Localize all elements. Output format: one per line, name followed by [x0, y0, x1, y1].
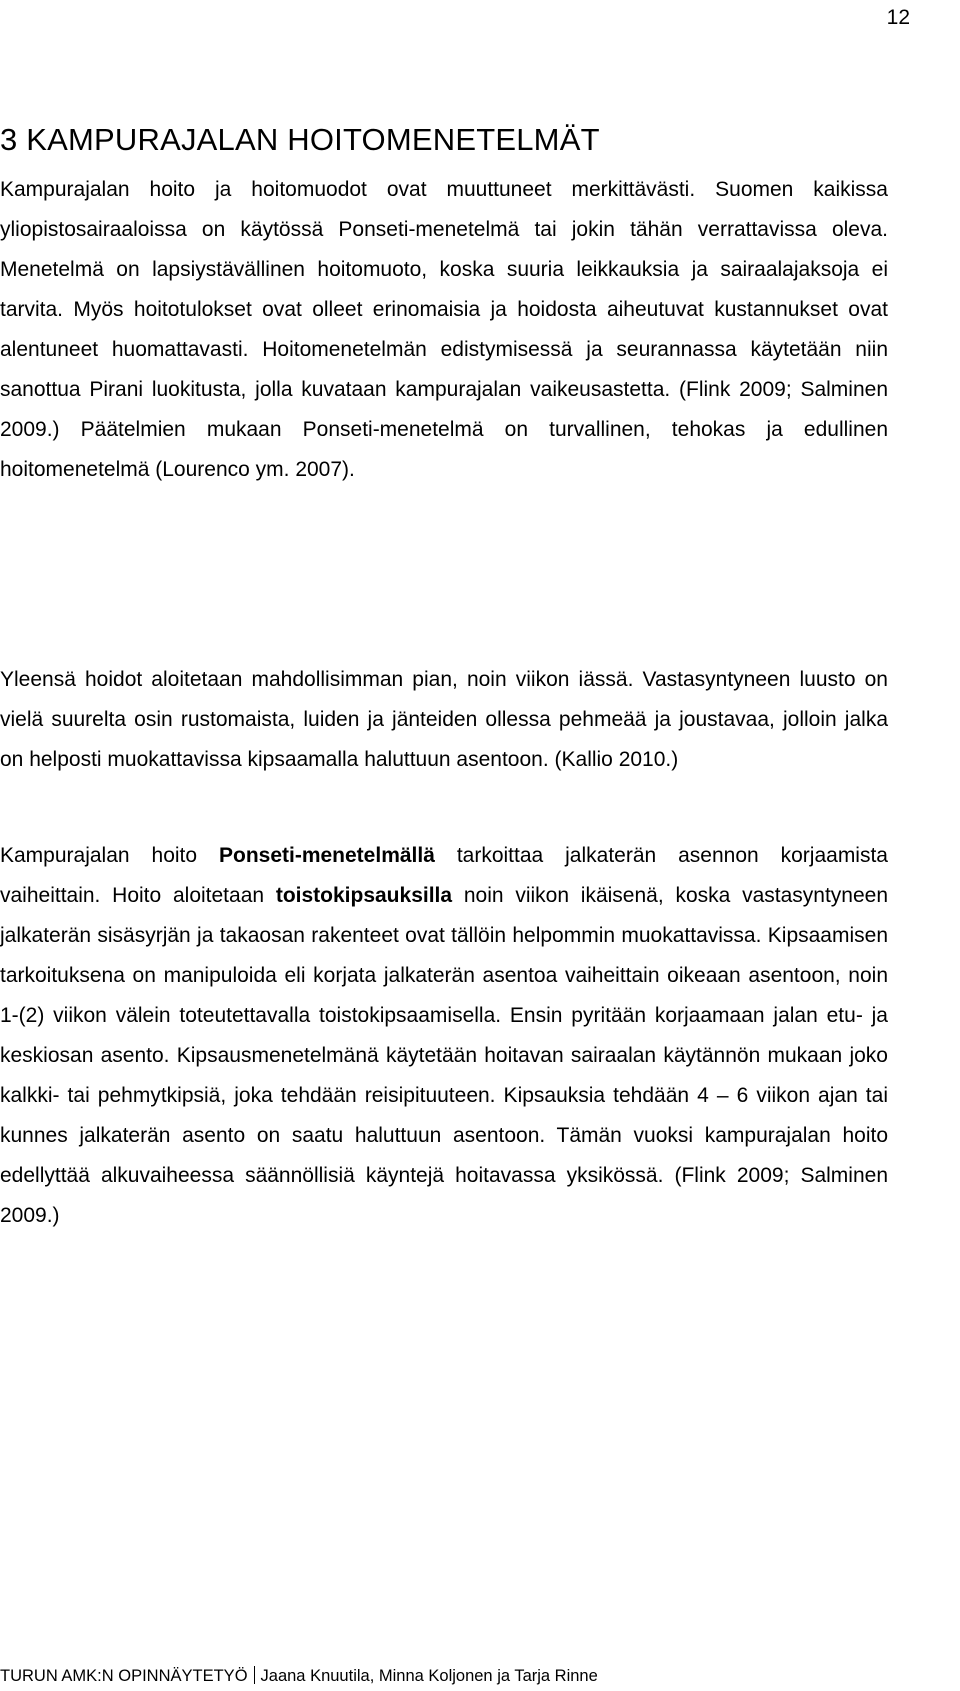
paragraph-3	[0, 836, 888, 1236]
page-number: 12	[886, 6, 910, 29]
paragraph-2-text: Yleensä hoidot aloitetaan mahdollisimman pian, noin viikon iässä. Vastasyntyneen luusto on vielä suurelta osin rustomaista, luiden ja jänteiden ollessa pehmeää ja joustavaa, jolloin jalka on helposti muokattavissa kipsaamalla haluttuun asentoon. (Kallio 2010.)	[0, 668, 888, 771]
chapter-title: 3 KAMPURAJALAN HOITOMENETELMÄT	[0, 122, 600, 157]
paragraph-1	[0, 170, 888, 490]
paragraph-3-bold-toistokipsauksilla: toistokipsauksilla	[275, 884, 453, 907]
paragraph-3-text-part2: tarkoittaa jalkaterän asennon korjaamista vaiheittain. Hoito aloitetaan	[0, 844, 888, 907]
footer-separator	[254, 1666, 255, 1684]
footer-institution: TURUN AMK:N OPINNÄYTETYÖ	[0, 1667, 248, 1685]
page-footer	[0, 1666, 598, 1686]
footer-authors: Jaana Knuutila, Minna Koljonen ja Tarja Rinne	[260, 1667, 598, 1685]
paragraph-3-bold-ponseti: Ponseti-menetelmällä	[218, 844, 435, 867]
paragraph-3-text-part3: noin viikon ikäisenä, koska vastasyntyneen jalkaterän sisäsyrjän ja takaosan rakenteet ovat tällöin helpommin muokattavissa. Kipsaamisen tarkoituksena on manipuloida eli korjata jalkaterän asentoa vaiheittain oikeaan asentoon, noin 1-(2) viikon välein toteutettavalla toistokipsaamisella. Ensin pyritään korjaamaan jalan etu- ja keskiosan asento. Kipsausmenetelmänä käytetään hoitavan sairaalan käytännön mukaan joko kalkki- tai pehmytkipsiä, joka tehdään reisipituuteen. Kipsauksia tehdään 4 – 6 viikon ajan tai kunnes jalkaterän asento on saatu haluttuun asentoon. Tämän vuoksi kampurajalan hoito edellyttää alkuvaiheessa säännöllisiä käyntejä hoitavassa yksikössä. (Flink 2009; Salminen 2009.)	[0, 884, 888, 1227]
paragraph-3-text-part1: Kampurajalan hoito	[0, 844, 219, 867]
paragraph-1-text: Kampurajalan hoito ja hoitomuodot ovat muuttuneet merkittävästi. Suomen kaikissa yliopistosairaaloissa on käytössä Ponseti-menetelmä tai jokin tähän verrattavissa oleva. Menetelmä on lapsiystävällinen hoitomuoto, koska suuria leikkauksia ja sairaalajaksoja ei tarvita. Myös hoitotulokset ovat olleet erinomaisia ja hoidosta aiheutuvat kustannukset ovat alentuneet huomattavasti. Hoitomenetelmän edistymisessä ja seurannassa käytetään niin sanottua Pirani luokitusta, jolla kuvataan kampurajalan vaikeusastetta. (Flink 2009; Salminen 2009.) Päätelmien mukaan Ponseti-menetelmä on turvallinen, tehokas ja edullinen hoitomenetelmä (Lourenco ym. 2007).	[0, 178, 888, 481]
paragraph-2	[0, 660, 888, 780]
